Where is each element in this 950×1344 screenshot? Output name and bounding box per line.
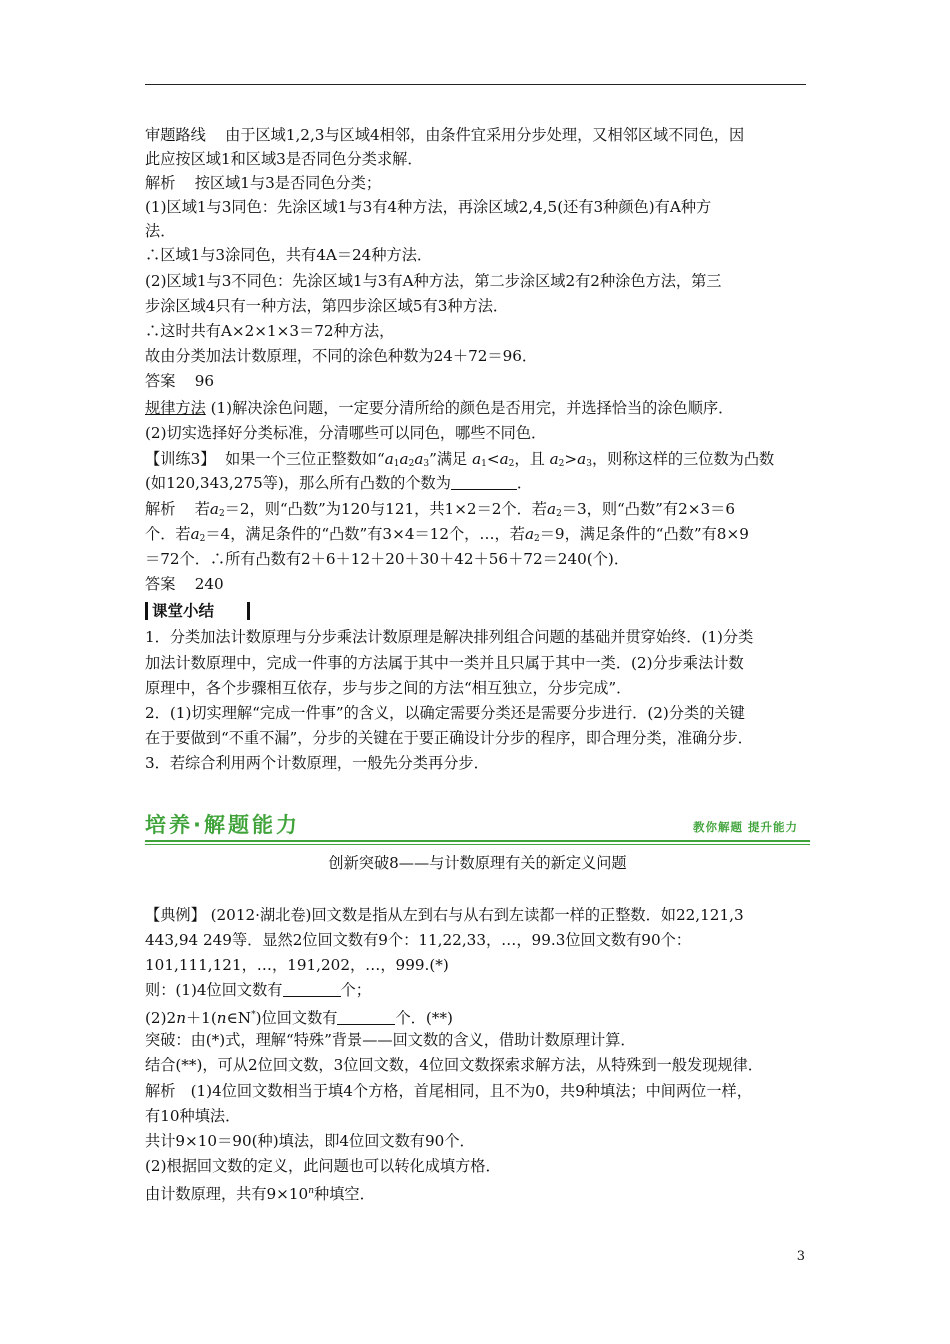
xunlian-q-line2: (如120,343,275等)，那么所有凸数的个数为: [145, 474, 451, 492]
sol2-a: 个．若: [145, 525, 191, 543]
xunlian-sol-line-2: 个．若$a_2=4$，满足条件的“凸数”有3×4＝12个，…，若$a_2=9$，满足条件的“凸数”有8×9: [145, 525, 749, 544]
shenti-label: 审题路线: [145, 126, 206, 144]
sol2-c: ＝9，满足条件的“凸数”有8×9: [539, 525, 749, 543]
page-number: 3: [796, 1249, 805, 1264]
q1-text: 则：(1)4位回文数有: [145, 981, 283, 999]
banner-title: 培养·解题能力: [145, 813, 300, 837]
q2-c: ∈N: [226, 1009, 252, 1027]
sol-a: 若: [194, 500, 210, 518]
xunlian-q-4: ，则称这样的三位数为凸数: [591, 450, 775, 468]
summary-p3: 3．若综合利用两个计数原理，一般先分类再分步．: [145, 754, 489, 772]
question-1: [145, 979, 810, 1001]
answer-line-1: [145, 370, 810, 392]
q1-end: 个；: [340, 981, 371, 999]
shenti-text: 由于区域1,2,3与区域4相邻，由条件宜采用分步处理，又相邻区域不同色，因: [225, 126, 745, 144]
jx-l5b: 种填空．: [314, 1185, 375, 1203]
jiexi-text: 按区域1与3是否同色分类；: [194, 174, 382, 192]
guilv-line-2: (2)切实选择好分类标准，分清哪些可以同色，哪些不同色．: [145, 424, 547, 442]
q2-d: )位回文数有: [255, 1009, 338, 1027]
xunlian-label: 【训练3】: [145, 450, 216, 468]
answer-blank: [451, 475, 517, 490]
exp-n: n: [308, 1186, 315, 1196]
jx-l5a: 由计数原理，共有9×10: [145, 1185, 309, 1203]
case1-line-1: (1)区域1与3同色：先涂区域1与3有4种方法，再涂区域2,4,5(还有3种颜色)有A种方: [145, 198, 712, 216]
banner-tagline: 教你解题 提升能力: [692, 820, 798, 834]
guilv-line-1: [145, 397, 810, 419]
xunlian-line-2: [145, 472, 810, 494]
guilv-label: 规律方法: [145, 399, 206, 417]
summary-p2-l1: 2．(1)切实理解“完成一件事”的含义，以确定需要分类还是需要分步进行．(2)分类的关键: [145, 704, 745, 722]
guilv-text-1: (1)解决涂色问题，一定要分清所给的颜色是否用完，并选择恰当的涂色顺序．: [210, 399, 734, 417]
answer-label-2: 答案: [145, 575, 176, 593]
jiexi-cx-line-5: [145, 1180, 810, 1205]
q2-e: 个．(**): [395, 1009, 453, 1027]
q2-a: (2)2: [145, 1009, 177, 1027]
answer-value: 96: [194, 372, 215, 390]
case1-line-2: 法．: [145, 222, 176, 240]
case1-line-3: ∴区域1与3涂同色，共有4A＝24种方法．: [145, 246, 433, 264]
case2-line-2: 步涂区域4只有一种方法，第四步涂区域5有3种方法．: [145, 297, 509, 315]
tupo-line: 突破：由(*)式，理解“特殊”背景——回文数的含义，借助计数原理计算．: [145, 1031, 636, 1049]
summary-title: 课堂小结: [152, 602, 215, 620]
case2-line-1: (2)区域1与3不同色：先涂区域1与3有A种方法，第二步涂区域2有2种涂色方法，第三: [145, 272, 722, 290]
answer-value-2: 240: [194, 575, 224, 593]
chuangxin-title: 创新突破8——与计数原理有关的新定义问题: [328, 854, 627, 872]
jiexi-label: 解析: [145, 174, 176, 192]
banner-rule-thick: [145, 840, 810, 842]
case2-line-3: ∴这时共有A×2×1×3＝72种方法，: [145, 322, 395, 340]
xunlian-q-1: 如果一个三位正整数如“: [225, 450, 385, 468]
xunlian-sol-line-1: 解析 若$a_2=2$，则“凸数”为120与121，共1×2＝2个．若$a_2=3$，则“凸数”有2×3＝6: [145, 500, 736, 519]
dianli-line-3: 101,111,121，…，191,202，…，999.(*): [145, 956, 449, 974]
question-2: (2)2n＋1(n∈N*)位回文数有 个．(**): [145, 1009, 453, 1027]
sol-b: ＝2，则“凸数”为120与121，共1×2＝2个．若: [224, 500, 547, 518]
jiehe-line: 结合(**)，可从2位回文数，3位回文数，4位回文数探索求解方法，从特殊到一般发现规律．: [145, 1056, 763, 1074]
jiexi-line: [145, 172, 810, 194]
banner-rule-thin: [145, 844, 810, 845]
jiexi-cx-line-1: 解析 (1)4位回文数相当于填4个方格，首尾相同，且不为0，共9种填法；中间两位一样，: [145, 1082, 752, 1100]
jiexi-cx-line-2: 有10种填法．: [145, 1107, 241, 1125]
conclusion-line: 故由分类加法计数原理，不同的涂色种数为24＋72＝96．: [145, 347, 538, 365]
xunlian-jiexi-label: 解析: [145, 500, 176, 518]
sol2-b: ＝4，满足条件的“凸数”有3×4＝12个，…，若: [205, 525, 525, 543]
q2-b: ＋1(: [185, 1009, 217, 1027]
header-rule: [145, 84, 806, 85]
heading-bar-left: [145, 602, 148, 620]
xunlian-line-1: 【训练3】 如果一个三位正整数如“$a_1a_2a_3$”满足 $a_1<a_2$，且 $a_2>a_3$，则称这样的三位数为凸数: [145, 450, 775, 469]
sol-c: ＝3，则“凸数”有2×3＝6: [561, 500, 736, 518]
heading-bar-right: [247, 602, 250, 620]
xunlian-q-2: ”满足: [429, 450, 468, 468]
answer-line-2: [145, 573, 810, 595]
shenti-line-1: [145, 124, 810, 146]
summary-p2-l2: 在于要做到“不重不漏”，分步的关键在于要正确设计分步的程序，即合理分类，准确分步．: [145, 729, 753, 747]
xunlian-q-3: ，且: [514, 450, 545, 468]
q2-n: n: [176, 1009, 186, 1027]
summary-p1-l2: 加法计数原理中，完成一件事的方法属于其中一类并且只属于其中一类．(2)分步乘法计数: [145, 654, 744, 672]
q2-n-2: n: [216, 1009, 227, 1027]
summary-heading: [145, 600, 265, 622]
q2-blank: [337, 1010, 395, 1025]
summary-p1-l1: 1．分类加法计数原理与分步乘法计数原理是解决排列组合问题的基础并贯穿始终．(1)分类: [145, 628, 754, 646]
xunlian-q-end: ．: [516, 474, 533, 492]
jiexi-cx-line-3: 共计9×10＝90(种)填法，即4位回文数有90个．: [145, 1132, 475, 1150]
jiexi-cx-line-4: (2)根据回文数的定义，此问题也可以转化成填方格．: [145, 1157, 501, 1175]
dianli-line-2: 443,94 249等．显然2位回文数有9个：11,22,33，…，99.3位回文数有90个：: [145, 931, 691, 949]
q1-blank: [283, 982, 341, 997]
section-banner: [145, 808, 810, 848]
xunlian-sol-line-3: ＝72个．∴所有凸数有2＋6＋12＋20＋30＋42＋56＋72＝240(个)．: [145, 550, 630, 568]
dianli-line-1: 【典例】 (2012·湖北卷)回文数是指从左到右与从右到左读都一样的正整数．如22,121,3: [145, 906, 744, 924]
answer-label: 答案: [145, 372, 176, 390]
summary-p1-l3: 原理中，各个步骤相互依存，步与步之间的方法“相互独立，分步完成”．: [145, 679, 632, 697]
shenti-line-2: 此应按区域1和区域3是否同色分类求解．: [145, 150, 423, 168]
